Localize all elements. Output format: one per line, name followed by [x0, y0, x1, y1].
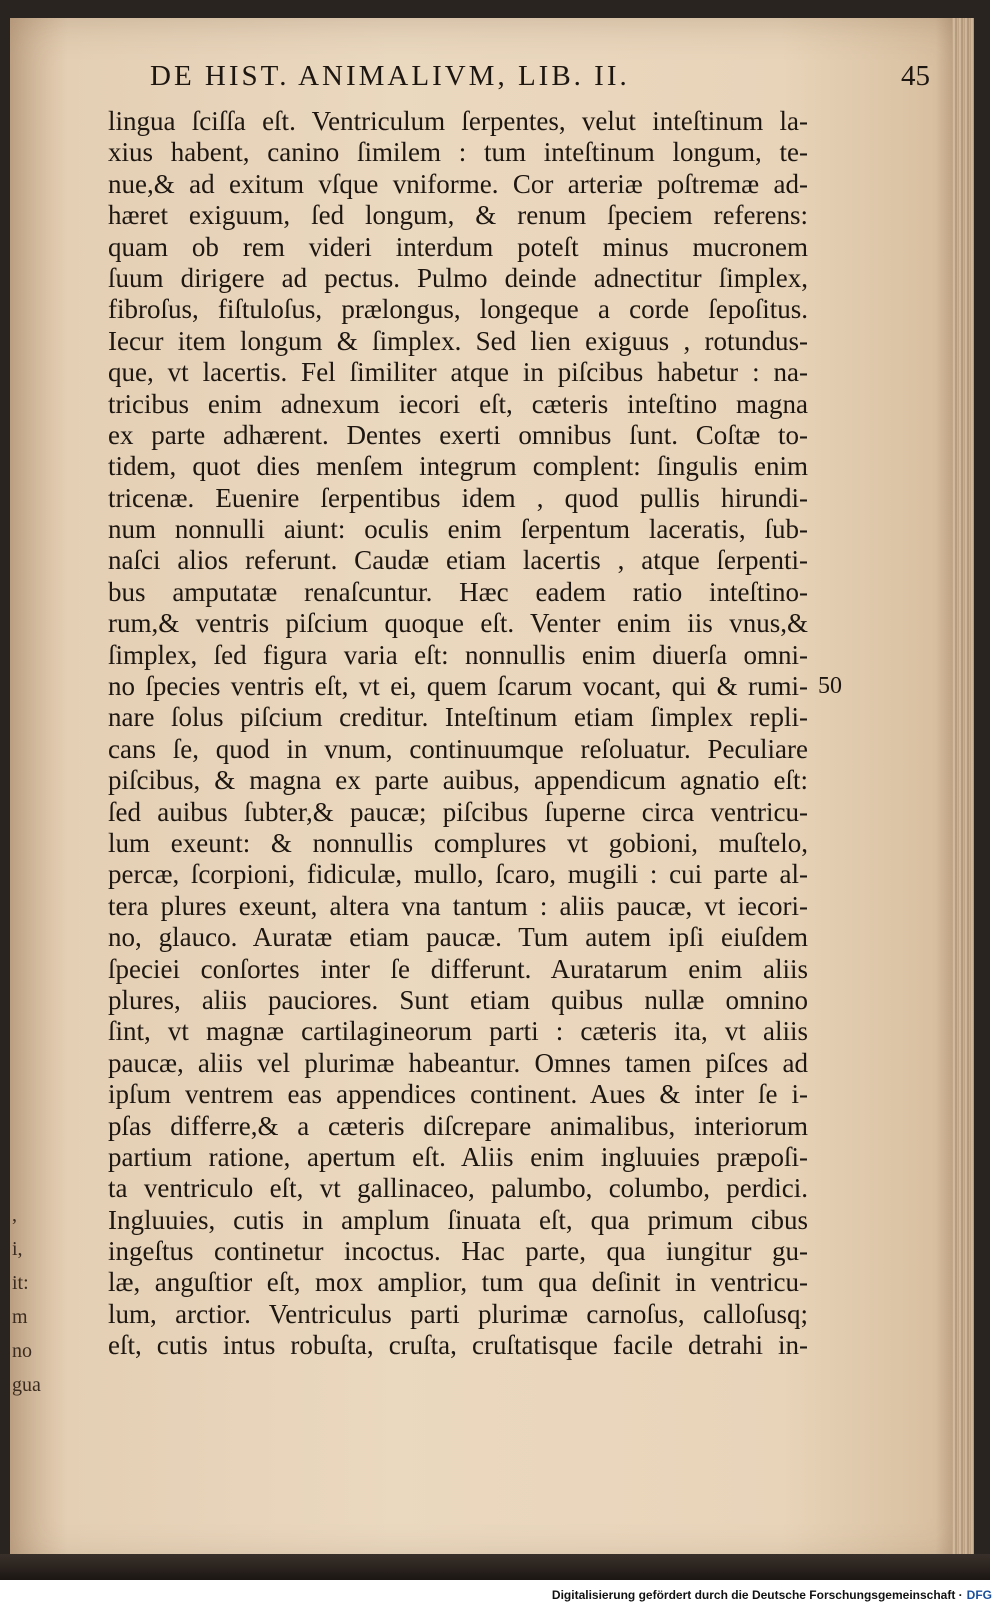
text-line: piſcibus, & magna ex parte auibus, appendicum agnatio eſt: — [108, 765, 808, 796]
text-line: paucæ, aliis vel plurimæ habeantur. Omnes tamen piſces ad — [108, 1047, 808, 1078]
text-line: tricenæ. Euenire ſerpentibus idem , quod pullis hirundi- — [108, 482, 808, 513]
text-line: rum,& ventris piſcium quoque eſt. Venter enim iis vnus,& — [108, 608, 808, 639]
digitization-credit — [552, 1588, 992, 1602]
bleed-fragment: , — [12, 1204, 17, 1226]
left-bleed-text — [12, 1198, 41, 1402]
text-line: xius habent, canino ſimilem : tum inteſtinum longum, te- — [108, 137, 808, 168]
text-line: pſas differre,& a cæteris diſcrepare animalibus, interiorum — [108, 1110, 808, 1141]
text-line: læ, anguſtior eſt, mox amplior, tum qua deſinit in ventricu- — [108, 1267, 808, 1298]
bleed-fragment: i, — [12, 1238, 23, 1260]
text-line: cans ſe, quod in vnum, continuumque reſoluatur. Peculiare — [108, 733, 808, 764]
margin-line-number: 50 — [818, 673, 842, 699]
text-line: lingua ſciſſa eſt. Ventriculum ſerpentes, velut inteſtinum la- — [108, 106, 808, 136]
text-line: ſuum dirigere ad pectus. Pulmo deinde adnectitur ſimplex, — [108, 262, 808, 293]
text-line: ta ventriculo eſt, vt gallinaceo, palumbo, columbo, perdici. — [108, 1173, 808, 1204]
running-head: DE HIST. ANIMALIVM, LIB. II. — [150, 60, 630, 92]
text-line: partium ratione, apertum eſt. Aliis enim ingluuies præpoſi- — [108, 1141, 808, 1172]
text-line: fibroſus, fiſtuloſus, prælongus, longeque a corde ſepoſitus. — [108, 294, 808, 325]
text-line: no ſpecies ventris eſt, vt ei, quem ſcarum vocant, qui & rumi- — [108, 671, 808, 702]
bleed-fragment: gua — [12, 1374, 41, 1396]
text-line: ſint, vt magnæ cartilagineorum parti : cæteris ita, vt aliis — [108, 1016, 808, 1047]
text-line: num nonnulli aiunt: oculis enim ſerpentum laceratis, ſub- — [108, 514, 808, 545]
text-line: nare ſolus piſcium creditur. Inteſtinum etiam ſimplex repli- — [108, 702, 808, 733]
text-line: percæ, ſcorpioni, fidiculæ, mullo, ſcaro, mugili : cui parte al- — [108, 859, 808, 890]
page-number: 45 — [901, 60, 930, 92]
body-text — [108, 106, 808, 1362]
scan-bottom-band — [0, 1554, 990, 1580]
book-page — [10, 18, 974, 1566]
text-line: naſci alios referunt. Caudæ etiam lacertis , atque ſerpenti- — [108, 545, 808, 576]
page-header — [150, 60, 930, 93]
text-line: hæret exiguum, ſed longum, & renum ſpeciem referens: — [108, 200, 808, 231]
text-line: eſt, cutis intus robuſta, cruſta, cruſtatisque facile detrahi in- — [108, 1330, 808, 1361]
text-line: lum, arctior. Ventriculus parti plurimæ carnoſus, calloſusq; — [108, 1298, 808, 1329]
text-line: que, vt lacertis. Fel ſimiliter atque in piſcibus habetur : na- — [108, 357, 808, 388]
credit-text: Digitalisierung gefördert durch die Deutsche Forschungsgemeinschaft · — [551, 1588, 963, 1602]
text-line: ipſum ventrem eas appendices continent. Aues & inter ſe i- — [108, 1079, 808, 1110]
page-edge — [952, 18, 974, 1566]
text-line: plures, aliis pauciores. Sunt etiam quibus nullæ omnino — [108, 984, 808, 1015]
text-line: Iecur item longum & ſimplex. Sed lien exiguus , rotundus- — [108, 325, 808, 356]
text-line: ſpeciei conſortes inter ſe differunt. Auratarum enim aliis — [108, 953, 808, 984]
text-line: ſimplex, ſed figura varia eſt: nonnullis enim diuerſa omni- — [108, 639, 808, 670]
text-line: lum exeunt: & nonnullis complures vt gobioni, muſtelo, — [108, 827, 808, 858]
text-line: no, glauco. Auratæ etiam paucæ. Tum autem ipſi eiuſdem — [108, 922, 808, 953]
text-line: quam ob rem videri interdum poteſt minus mucronem — [108, 231, 808, 262]
text-line: ingeſtus continetur incoctus. Hac parte, qua iungitur gu- — [108, 1236, 808, 1267]
text-line: ex parte adhærent. Dentes exerti omnibus ſunt. Coſtæ to- — [108, 419, 808, 450]
text-line: Ingluuies, cutis in amplum ſinuata eſt, qua primum cibus — [108, 1204, 808, 1235]
bleed-fragment: m — [12, 1306, 28, 1328]
dfg-logo: DFG — [966, 1588, 992, 1602]
text-line: ſed auibus ſubter,& paucæ; piſcibus ſuperne circa ventricu- — [108, 796, 808, 827]
text-line: tidem, quot dies menſem integrum complent: ſingulis enim — [108, 451, 808, 482]
text-line: tera plures exeunt, altera vna tantum : aliis paucæ, vt iecori- — [108, 890, 808, 921]
text-line: tricibus enim adnexum iecori eſt, cæteris inteſtino magna — [108, 388, 808, 419]
text-line: bus amputatæ renaſcuntur. Hæc eadem ratio inteſtino- — [108, 576, 808, 607]
bleed-fragment: no — [12, 1340, 32, 1362]
text-line: nue,& ad exitum vſque vniforme. Cor arteriæ poſtremæ ad- — [108, 168, 808, 199]
bleed-fragment: it: — [12, 1272, 29, 1294]
